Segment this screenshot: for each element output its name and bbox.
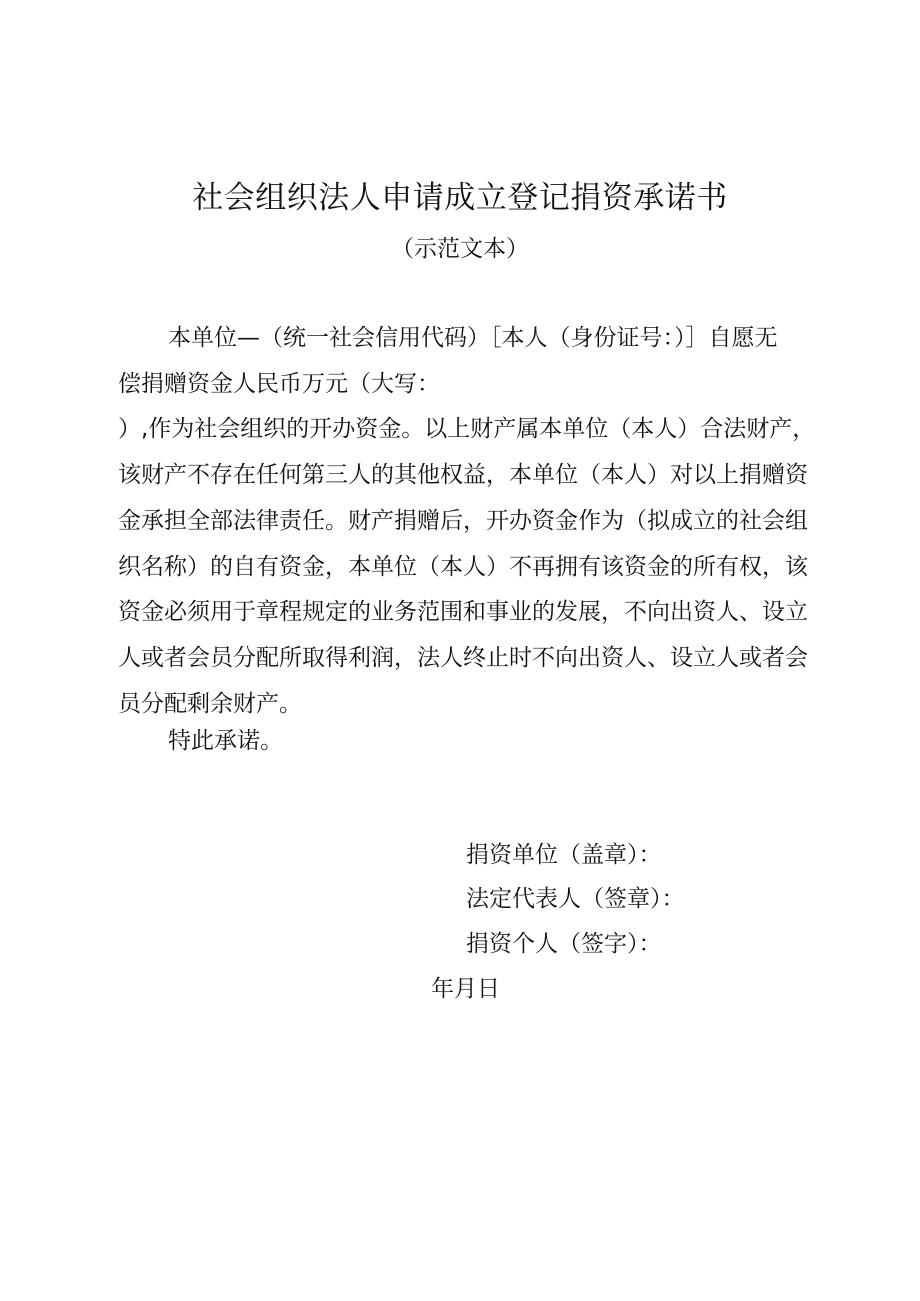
body-line: ）,作为社会组织的开办资金。以上财产属本单位（本人）合法财产，: [118, 416, 816, 443]
body-line: 本单位—（统一社会信用代码）［本人（身份证号：）］自愿无: [168, 325, 778, 351]
body-line: 资金必须用于章程规定的业务范围和事业的发展，不向出资人、设立: [118, 599, 808, 626]
commitment-body: [118, 316, 830, 727]
body-line: 偿捐赠资金人民币万元（大写：: [118, 370, 440, 397]
date-line: 年月日: [431, 976, 500, 1002]
legal-rep-signature-label: 法定代表人（签章）：: [466, 886, 685, 912]
document-title: 社会组织法人申请成立登记捐资承诺书: [192, 180, 728, 216]
body-line: 人或者会员分配所取得利润，法人终止时不向出资人、设立人或者会: [118, 644, 808, 671]
body-line: 织名称）的自有资金，本单位（本人）不再拥有该资金的所有权，该: [118, 553, 808, 580]
body-line: 该财产不存在任何第三人的其他权益，本单位（本人）对以上捐赠资: [118, 462, 808, 489]
donor-unit-seal-label: 捐资单位（盖章）：: [466, 842, 662, 868]
document-subtitle: （示范文本）: [391, 236, 529, 262]
body-line: 员分配剩余财产。: [118, 690, 302, 717]
closing-statement: 特此承诺。: [168, 728, 283, 754]
body-line: 金承担全部法律责任。财产捐赠后，开办资金作为（拟成立的社会组: [118, 507, 808, 534]
donor-individual-signature-label: 捐资个人（签字）：: [466, 931, 662, 957]
